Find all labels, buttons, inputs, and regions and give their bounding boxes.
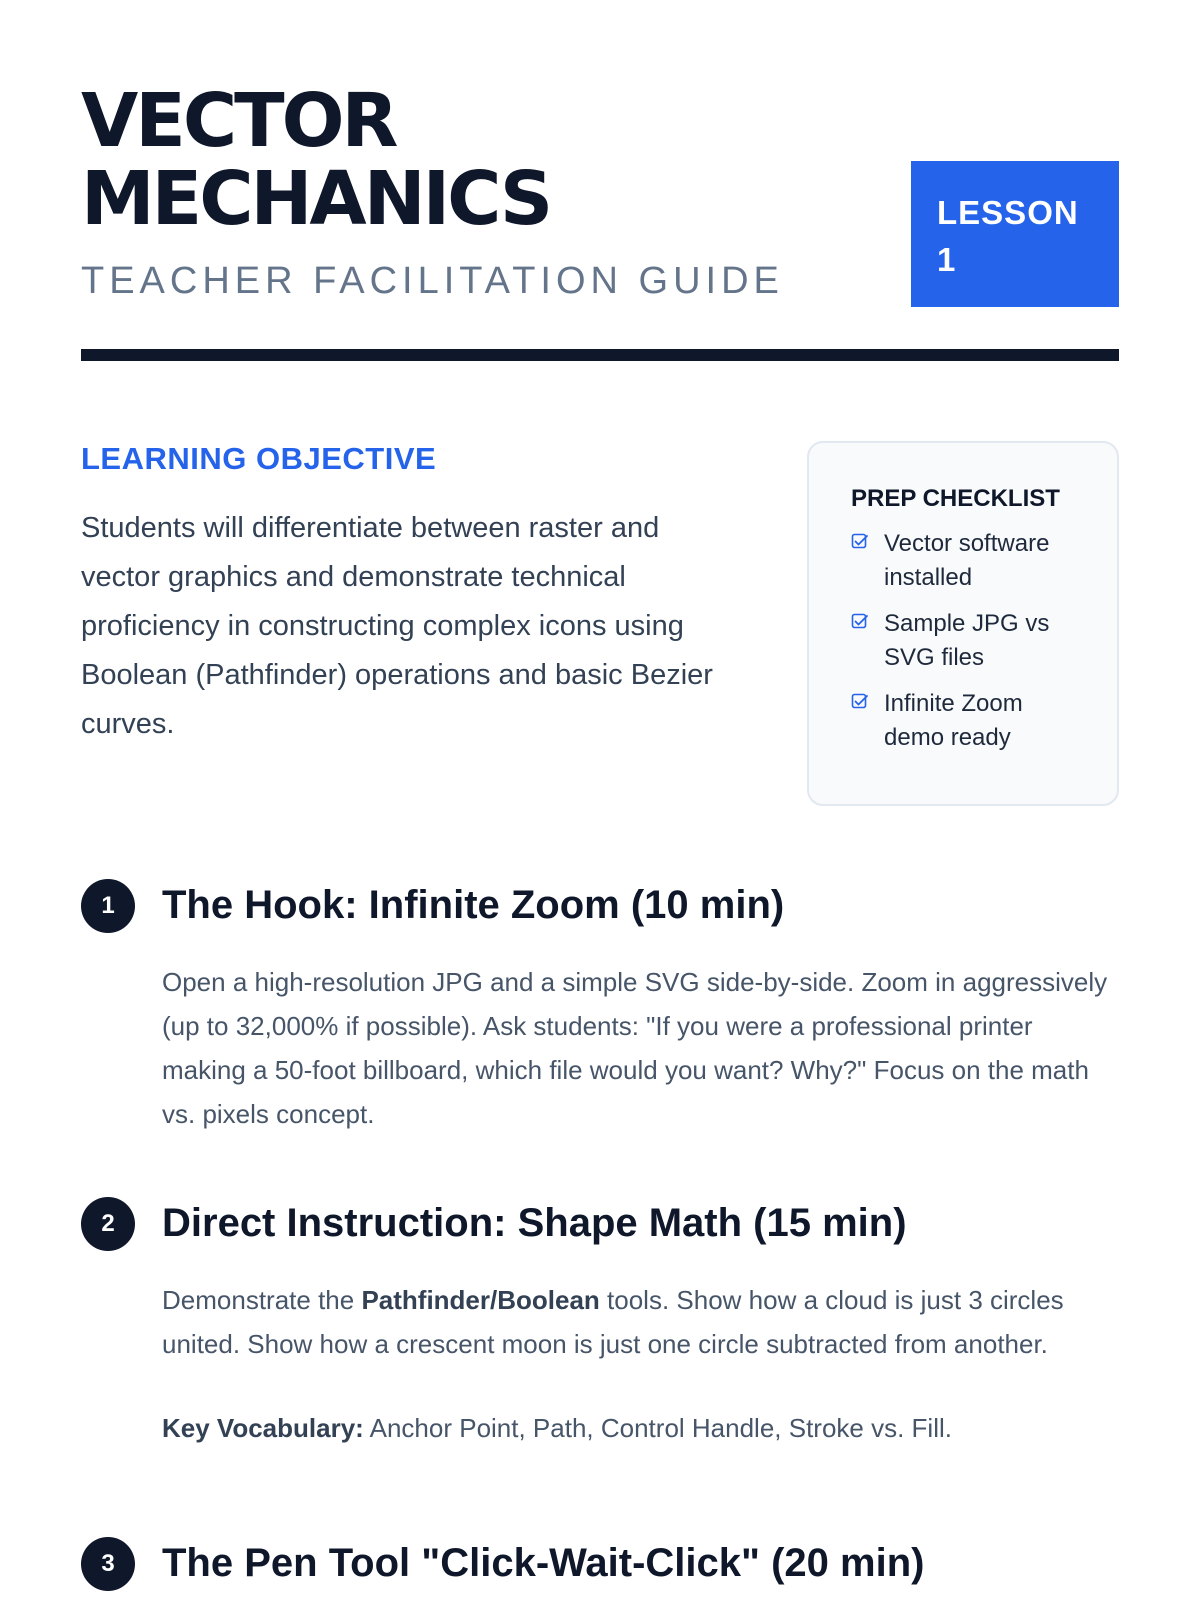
page-title — [81, 78, 841, 242]
checklist-item-label: Vector software installed — [884, 530, 1050, 591]
step-title: The Hook: Infinite Zoom (10 min) — [162, 883, 785, 927]
key-vocabulary — [162, 1406, 1119, 1450]
checklist-item — [851, 607, 1087, 675]
checkbox-checked-icon — [851, 693, 869, 711]
key-vocabulary-label: Key Vocabulary: — [162, 1413, 364, 1443]
learning-objective — [81, 441, 741, 749]
prep-checklist-items — [851, 527, 1087, 755]
prep-checklist-title: PREP CHECKLIST — [851, 485, 1060, 512]
lesson-step-1 — [81, 870, 1119, 1188]
step-title: The Pen Tool "Click-Wait-Click" (20 min) — [162, 1541, 925, 1585]
lesson-steps — [81, 870, 1119, 1598]
learning-objective-heading: LEARNING OBJECTIVE — [81, 441, 437, 476]
lesson-step-2 — [81, 1188, 1119, 1528]
page-header — [81, 0, 1119, 302]
step-description-emphasis: Pathfinder/Boolean — [361, 1285, 600, 1315]
key-vocabulary-terms: Anchor Point, Path, Control Handle, Stroke vs. Fill. — [363, 1413, 952, 1443]
step-title: Direct Instruction: Shape Math (15 min) — [162, 1201, 907, 1245]
checklist-item — [851, 687, 1087, 755]
lesson-badge-label: LESSON — [937, 194, 1079, 231]
step-description — [162, 1278, 1119, 1366]
step-number-badge: 2 — [81, 1197, 135, 1251]
header-divider — [81, 349, 1119, 361]
step-number-badge: 1 — [81, 879, 135, 933]
lesson-badge-number: 1 — [937, 241, 957, 278]
checkbox-checked-icon — [851, 533, 869, 551]
lesson-step-3 — [81, 1528, 1119, 1598]
checkbox-checked-icon — [851, 613, 869, 631]
lesson-badge — [911, 161, 1119, 307]
page-subtitle: TEACHER FACILITATION GUIDE — [81, 260, 784, 302]
step-description: Open a high-resolution JPG and a simple SVG side-by-side. Zoom in aggressively (up to 32,000% if possible). Ask students: "If you were a professional printer making a 50-foot billboard, which file would you want? Why?" Focus on the math vs. pixels concept. — [162, 967, 1108, 1129]
learning-objective-text: Students will differentiate between raster and vector graphics and demonstrate technical proficiency in constructing complex icons using Boolean (Pathfinder) operations and basic Bezier curves. — [81, 512, 713, 740]
checklist-item-label: Infinite Zoom demo ready — [884, 690, 1023, 751]
checklist-item-label: Sample JPG vs SVG files — [884, 610, 1050, 671]
page-title-line-2: MECHANICS — [81, 156, 551, 242]
step-description-text: tools. Show how a cloud is just 3 circles united. Show how a crescent moon is just one circle subtracted from another. — [162, 1285, 1064, 1359]
objective-section — [81, 441, 1119, 811]
step-description-text: Demonstrate the — [162, 1285, 362, 1315]
page-title-line-1: VECTOR — [81, 78, 396, 164]
checklist-item — [851, 527, 1087, 595]
prep-checklist — [807, 441, 1119, 806]
step-number-badge: 3 — [81, 1537, 135, 1591]
